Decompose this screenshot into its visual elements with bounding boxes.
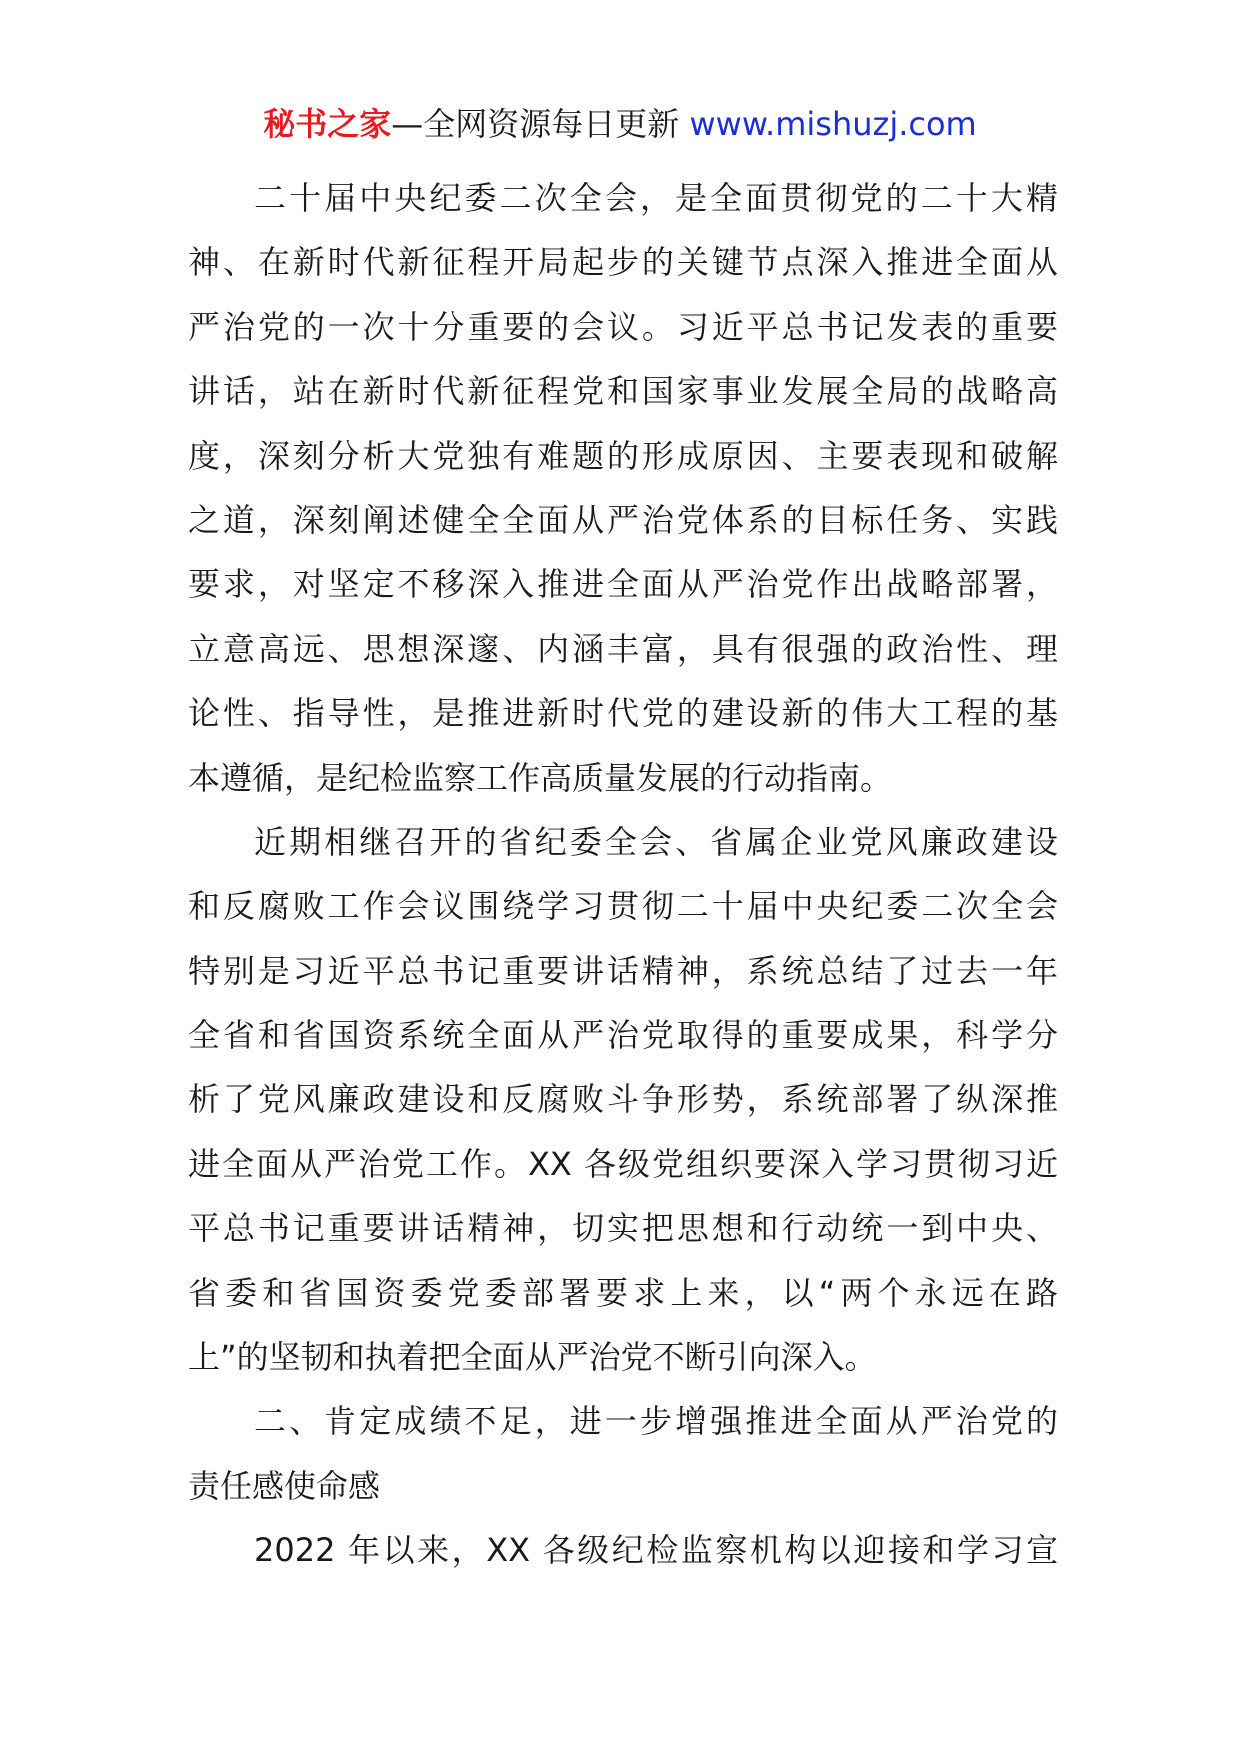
page-header (0, 104, 1240, 144)
paragraph-3-line: 2022 年以来，XX 各级纪检监察机构以迎接和学习宣 (254, 1531, 1058, 1570)
paragraph-2-line: 全省和省国资系统全面从严治党取得的重要成果，科学分 (188, 1016, 1058, 1055)
paragraph-1-line: 度，深刻分析大党独有难题的形成原因、主要表现和破解 (188, 436, 1058, 475)
paragraph-2-line: 上”的坚韧和执着把全面从严治党不断引向深入。 (188, 1338, 877, 1377)
header-brand: 秘书之家 (263, 105, 392, 143)
paragraph-2-line: 平总书记重要讲话精神，切实把思想和行动统一到中央、 (188, 1209, 1058, 1248)
header-url[interactable]: www.mishuzj.com (689, 105, 977, 143)
paragraph-1-line: 本遵循，是纪检监察工作高质量发展的行动指南。 (188, 758, 893, 797)
paragraph-1-line: 讲话，站在新时代新征程党和国家事业发展全局的战略高 (188, 372, 1058, 411)
document-body (188, 166, 1058, 1583)
paragraph-1-line: 要求，对坚定不移深入推进全面从严治党作出战略部署， (188, 565, 1058, 604)
paragraph-2-line: 省委和省国资委党委部署要求上来，以“两个永远在路 (188, 1273, 1058, 1312)
paragraph-1-line: 严治党的一次十分重要的会议。习近平总书记发表的重要 (188, 307, 1058, 346)
paragraph-1-line: 二十届中央纪委二次全会，是全面贯彻党的二十大精 (254, 179, 1058, 217)
paragraph-2-line: 析了党风廉政建设和反腐败斗争形势，系统部署了纵深推 (188, 1080, 1058, 1119)
section-heading-line: 二、肯定成绩不足，进一步增强推进全面从严治党的 (254, 1402, 1058, 1441)
paragraph-2-line: 特别是习近平总书记重要讲话精神，系统总结了过去一年 (188, 951, 1058, 990)
section-heading-line: 责任感使命感 (188, 1466, 381, 1505)
paragraph-2-line: 和反腐败工作会议围绕学习贯彻二十届中央纪委二次全会 (188, 887, 1058, 926)
header-slogan: —全网资源每日更新 (391, 105, 680, 143)
paragraph-1-line: 立意高远、思想深邃、内涵丰富，具有很强的政治性、理 (188, 629, 1058, 668)
paragraph-2-line: 进全面从严治党工作。XX 各级党组织要深入学习贯彻习近 (188, 1144, 1058, 1183)
paragraph-1-line: 论性、指导性，是推进新时代党的建设新的伟大工程的基 (188, 694, 1058, 733)
paragraph-2-line: 近期相继召开的省纪委全会、省属企业党风廉政建设 (254, 822, 1058, 861)
paragraph-1-line: 神、在新时代新征程开局起步的关键节点深入推进全面从 (188, 243, 1058, 282)
paragraph-1-line: 之道，深刻阐述健全全面从严治党体系的目标任务、实践 (188, 500, 1058, 539)
